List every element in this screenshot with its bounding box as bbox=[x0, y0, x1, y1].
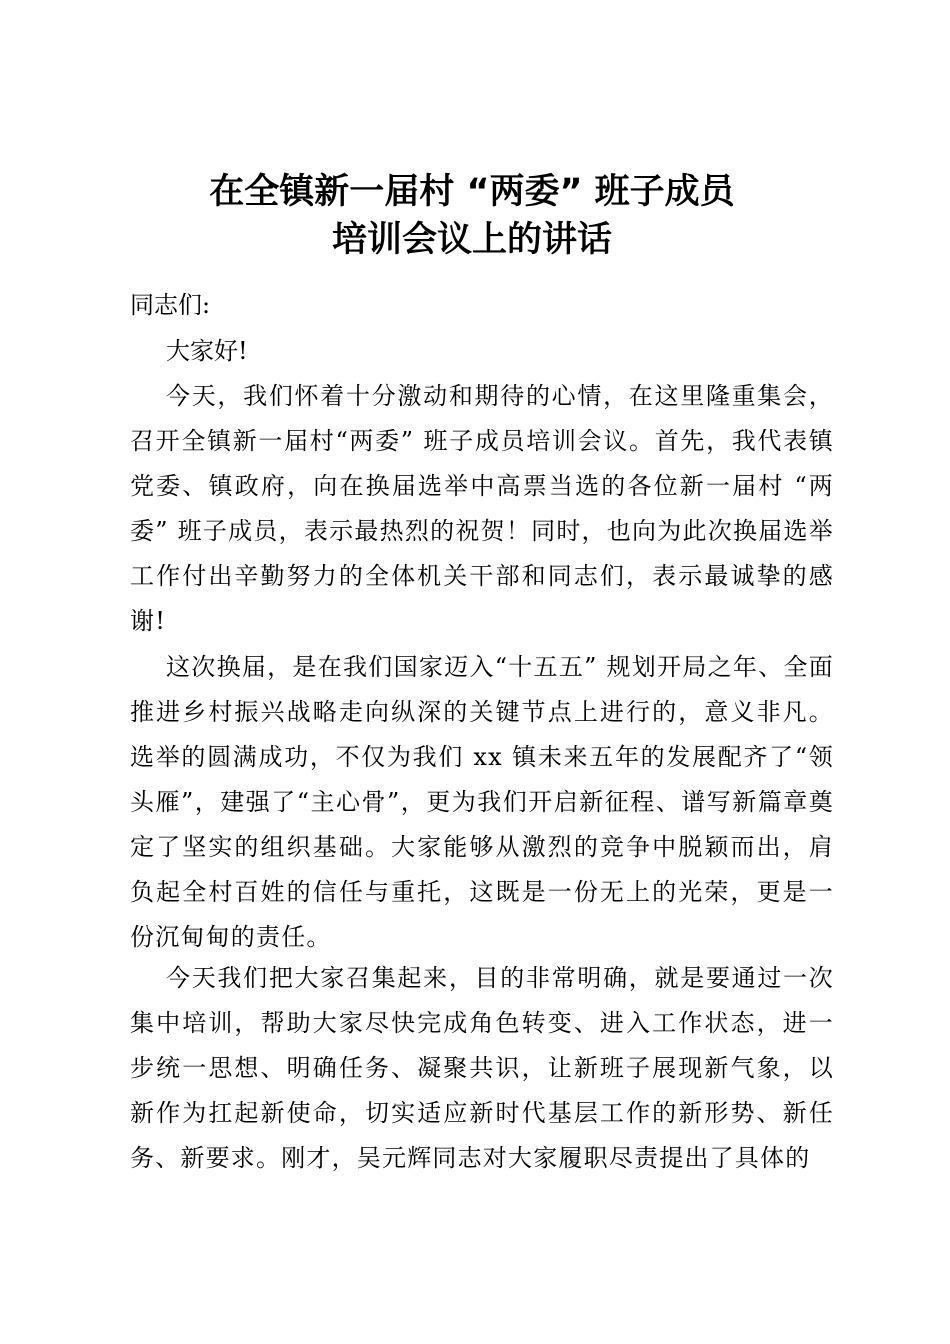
greeting: 大家好! bbox=[166, 337, 248, 365]
paragraph-1: 今天，我们怀着十分激动和期待的心情，在这里隆重集会，召开全镇新一届村“两委” 班子成员培训会议。首先，我代表镇党委、镇政府，向在换届选举中高票当选的各位新一届村 “两委” 班子成员，表示最热烈的祝贺！同时，也向为此次换届选举工作付出辛勤努力的全体机关干部和同志们，表示最诚挚的感谢! bbox=[130, 382, 834, 635]
document-title-line-2: 培训会议上的讲话 bbox=[331, 220, 612, 260]
salutation: 同志们: bbox=[130, 291, 211, 319]
paragraph-2: 这次换届，是在我们国家迈入“十五五” 规划开局之年、全面推进乡村振兴战略走向纵深的关键节点上进行的，意义非凡。选举的圆满成功，不仅为我们 xx 镇未来五年的发展配齐了“领头雁”，建强了“主心骨”，更为我们开启新征程、谱写新篇章奠定了坚实的组织基础。大家能够从激烈的竞争中脱颖而出，肩负起全村百姓的信任与重托，这既是一份无上的光荣，更是一份沉甸甸的责任。 bbox=[130, 653, 834, 951]
paragraph-3: 今天我们把大家召集起来，目的非常明确，就是要通过一次集中培训，帮助大家尽快完成角色转变、进入工作状态，进一步统一思想、明确任务、凝聚共识，让新班子展现新气象，以新作为扛起新使命，切实适应新时代基层工作的新形势、新任务、新要求。刚才，吴元辉同志对大家履职尽责提出了具体的 bbox=[130, 964, 834, 1172]
document-title-line-1: 在全镇新一届村 “两委” 班子成员 bbox=[209, 172, 735, 212]
